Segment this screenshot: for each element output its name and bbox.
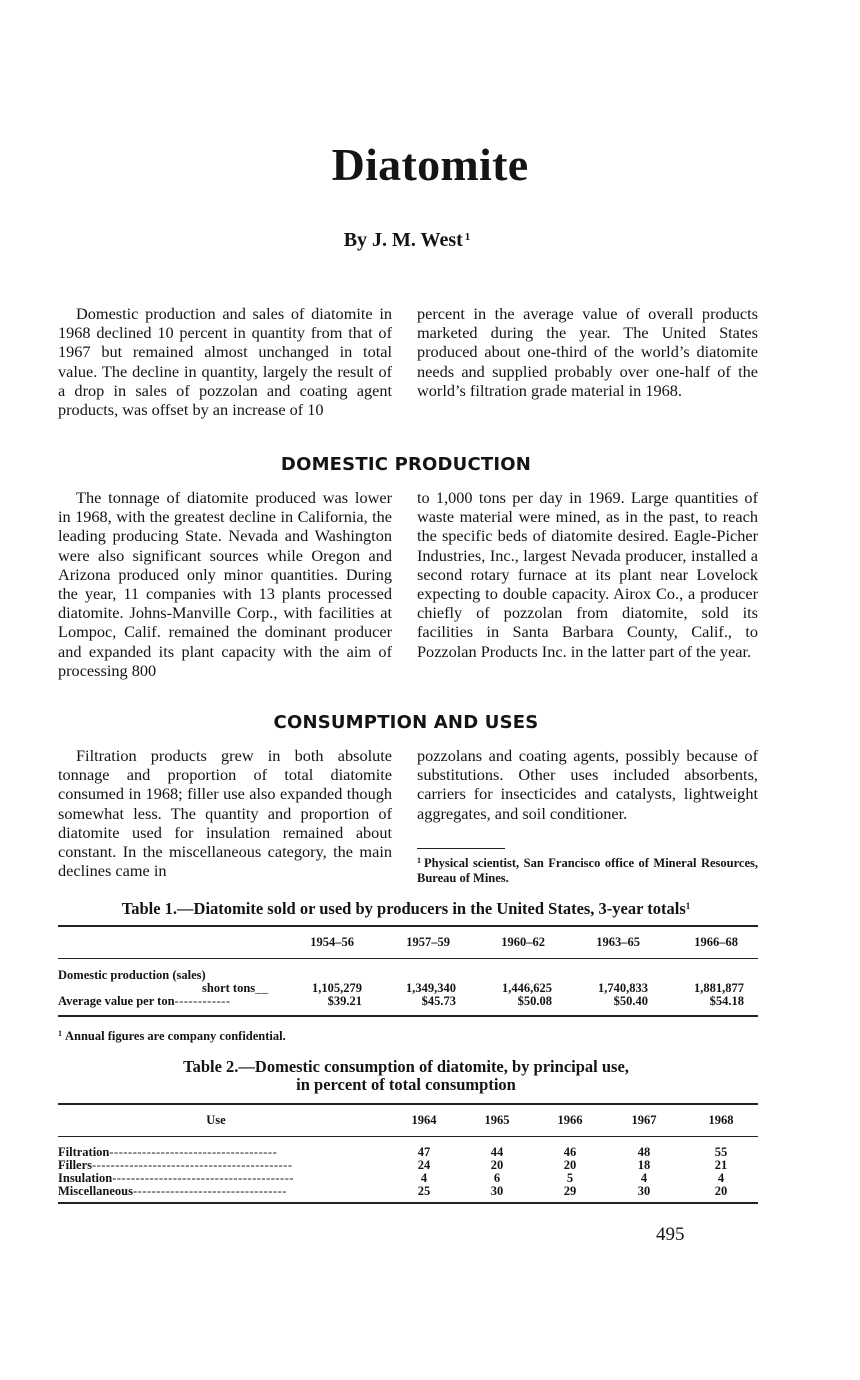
table1-bottom-rule: [58, 1015, 758, 1017]
table1-header-col3: 1960–62: [501, 935, 545, 949]
table1-row1-cell: 1,349,340: [406, 981, 456, 995]
table2-cell: 25: [417, 1184, 431, 1198]
table1-row1-label-text: short tons: [202, 981, 256, 995]
table2-header-year: 1968: [708, 1113, 734, 1127]
table1-header-col5: 1966–68: [694, 935, 738, 949]
table2-cell: 46: [563, 1145, 577, 1159]
table1-row1-cell: 1,446,625: [502, 981, 552, 995]
table2-cell: 4: [717, 1171, 725, 1185]
section-heading-domestic-production: DOMESTIC PRODUCTION: [280, 454, 532, 475]
table2-header-year: 1965: [484, 1113, 510, 1127]
table2-cell: 20: [714, 1184, 728, 1198]
intro-left-column: [58, 304, 392, 419]
footnote-divider: [417, 848, 505, 849]
table1-header-col1: 1954–56: [310, 935, 354, 949]
leader-dots: ---------------------------------: [133, 1184, 287, 1198]
table1-row-group-label: Domestic production (sales): [58, 968, 206, 982]
table1-row1-cell: 1,881,877: [694, 981, 744, 995]
section-heading-consumption: CONSUMPTION AND USES: [273, 712, 539, 733]
table2-cell: 4: [420, 1171, 428, 1185]
table2-cell: 44: [490, 1145, 504, 1159]
table2-caption-line2: in percent of total consumption: [296, 1075, 516, 1094]
table2-header-use: Use: [206, 1113, 226, 1127]
table1-row2-label-text: Average value per ton: [58, 994, 175, 1008]
intro-paragraph-part1: Domestic production and sales of diatomite in 1968 declined 10 percent in quantity from that of 1967 but remained almost unchanged in total value. The decline in quantity, largely the result of a drop in sales of pozzolan and coating agent products, was offset by an increase of 10: [58, 304, 392, 420]
table2-cell: 4: [640, 1171, 648, 1185]
table2-cell: 18: [637, 1158, 651, 1172]
footnote: [417, 853, 758, 886]
leader-dots: ------------: [174, 994, 231, 1008]
article-title: Diatomite: [331, 139, 529, 190]
leader-dots: -------------------------------------------: [92, 1158, 293, 1172]
table2-row-label-text: Insulation: [58, 1171, 113, 1185]
consumption-paragraph-part2: pozzolans and coating agents, possibly because of substitutions. Other uses included absorbents, carriers for insecticides and catalysts, lightweight aggregates, and soil conditioner.: [417, 746, 758, 823]
domestic-left-column: [58, 488, 392, 680]
author-footnote-mark: 1: [464, 231, 471, 243]
table2-cell: 6: [493, 1171, 501, 1185]
domestic-paragraph-part1: The tonnage of diatomite produced was lower in 1968, with the greatest decline in California, the leading producing State. Nevada and Washington were also significant sources while Oregon and Arizona produced only minor quantities. During the year, 11 companies with 13 plants processed diatomite. Johns-Manville Corp., with facilities at Lompoc, Calif. remained the dominant producer and expanded its plant capacity with the aim of processing 800: [58, 488, 392, 680]
table1-header-rule: [58, 958, 758, 959]
table1-row1-cell: 1,105,279: [312, 981, 362, 995]
table2-cell: 5: [566, 1171, 574, 1185]
table1-top-rule: [58, 925, 758, 927]
consumption-left-column: [58, 746, 392, 880]
table2-header-year: 1967: [631, 1113, 657, 1127]
table1-row2-cell: $50.08: [517, 994, 552, 1008]
table1-note-mark: 1: [58, 1029, 62, 1038]
table2-row-label-text: Filtration: [58, 1145, 110, 1159]
table1-caption-text: Table 1.—Diatomite sold or used by producers in the United States, 3-year totals: [121, 899, 686, 918]
leader-dots: __: [255, 981, 269, 995]
table2-bottom-rule: [58, 1202, 758, 1204]
footnote-mark: 1: [417, 856, 421, 865]
domestic-right-column: [417, 488, 758, 661]
table2-cell: 24: [417, 1158, 431, 1172]
table2-cell: 21: [714, 1158, 728, 1172]
table1-row2-cell: $50.40: [613, 994, 648, 1008]
intro-right-column: [417, 304, 758, 400]
table1-row1-cell: 1,740,833: [598, 981, 648, 995]
leader-dots: ---------------------------------------: [112, 1171, 295, 1185]
consumption-right-column: [417, 746, 758, 823]
domestic-paragraph-part2: to 1,000 tons per day in 1969. Large quantities of waste material were mined, as in the past, to reach the specific beds of diatomite desired. Eagle-Picher Industries, Inc., largest Nevada producer, installed a second rotary furnace at its plant near Lovelock expecting to double capacity. Airox Co., a producer chiefly of pozzolan from diatomite, sold its facilities in Santa Barbara County, Calif., to Pozzolan Products Inc. in the latter part of the year.: [417, 488, 758, 661]
table2-top-rule: [58, 1103, 758, 1105]
table1-row2-cell: $45.73: [421, 994, 456, 1008]
table2-row-label-text: Fillers: [58, 1158, 93, 1172]
byline: [0, 229, 814, 252]
table1-note-text: Annual figures are company confidential.: [65, 1029, 286, 1043]
table2-row-label: [58, 1185, 287, 1198]
table2-cell: 55: [714, 1145, 728, 1159]
table1-note: [58, 1029, 286, 1044]
table2-row-label-text: Miscellaneous: [58, 1184, 133, 1198]
table2-cell: 47: [417, 1145, 431, 1159]
table1-caption: [0, 897, 812, 918]
table1-row2-cell: $54.18: [709, 994, 744, 1008]
table2-caption-line1: Table 2.—Domestic consumption of diatomite, by principal use,: [183, 1057, 629, 1076]
table1-header-col4: 1963–65: [596, 935, 640, 949]
table1-header-col2: 1957–59: [406, 935, 450, 949]
table2-cell: 30: [637, 1184, 651, 1198]
consumption-paragraph-part1: Filtration products grew in both absolute tonnage and proportion of total diatomite consumed in 1968; filler use also expanded though somewhat less. The quantity and proportion of diatomite used for insulation remained about constant. In the miscellaneous category, the main declines came in: [58, 746, 392, 881]
table2-cell: 29: [563, 1184, 577, 1198]
page-number: 495: [656, 1224, 685, 1245]
table1-row2-cell: $39.21: [327, 994, 362, 1008]
table2-header-year: 1964: [411, 1113, 437, 1127]
leader-dots: ------------------------------------: [109, 1145, 278, 1159]
table2-cell: 20: [563, 1158, 577, 1172]
table2-cell: 30: [490, 1184, 504, 1198]
table2-cell: 20: [490, 1158, 504, 1172]
table1-row2-label: [58, 995, 230, 1008]
intro-paragraph-part2: percent in the average value of overall products marketed during the year. The United States produced about one-third of the world’s diatomite needs and supplied probably over one-half of the world’s filtration grade material in 1968.: [417, 304, 758, 400]
table2-cell: 48: [637, 1145, 651, 1159]
table1-caption-mark: 1: [685, 901, 691, 911]
footnote-text: Physical scientist, San Francisco office of Mineral Resources, Bureau of Mines.: [417, 856, 758, 885]
table2-header-year: 1966: [557, 1113, 583, 1127]
table2-header-rule: [58, 1136, 758, 1137]
author-name: By J. M. West: [343, 229, 463, 251]
